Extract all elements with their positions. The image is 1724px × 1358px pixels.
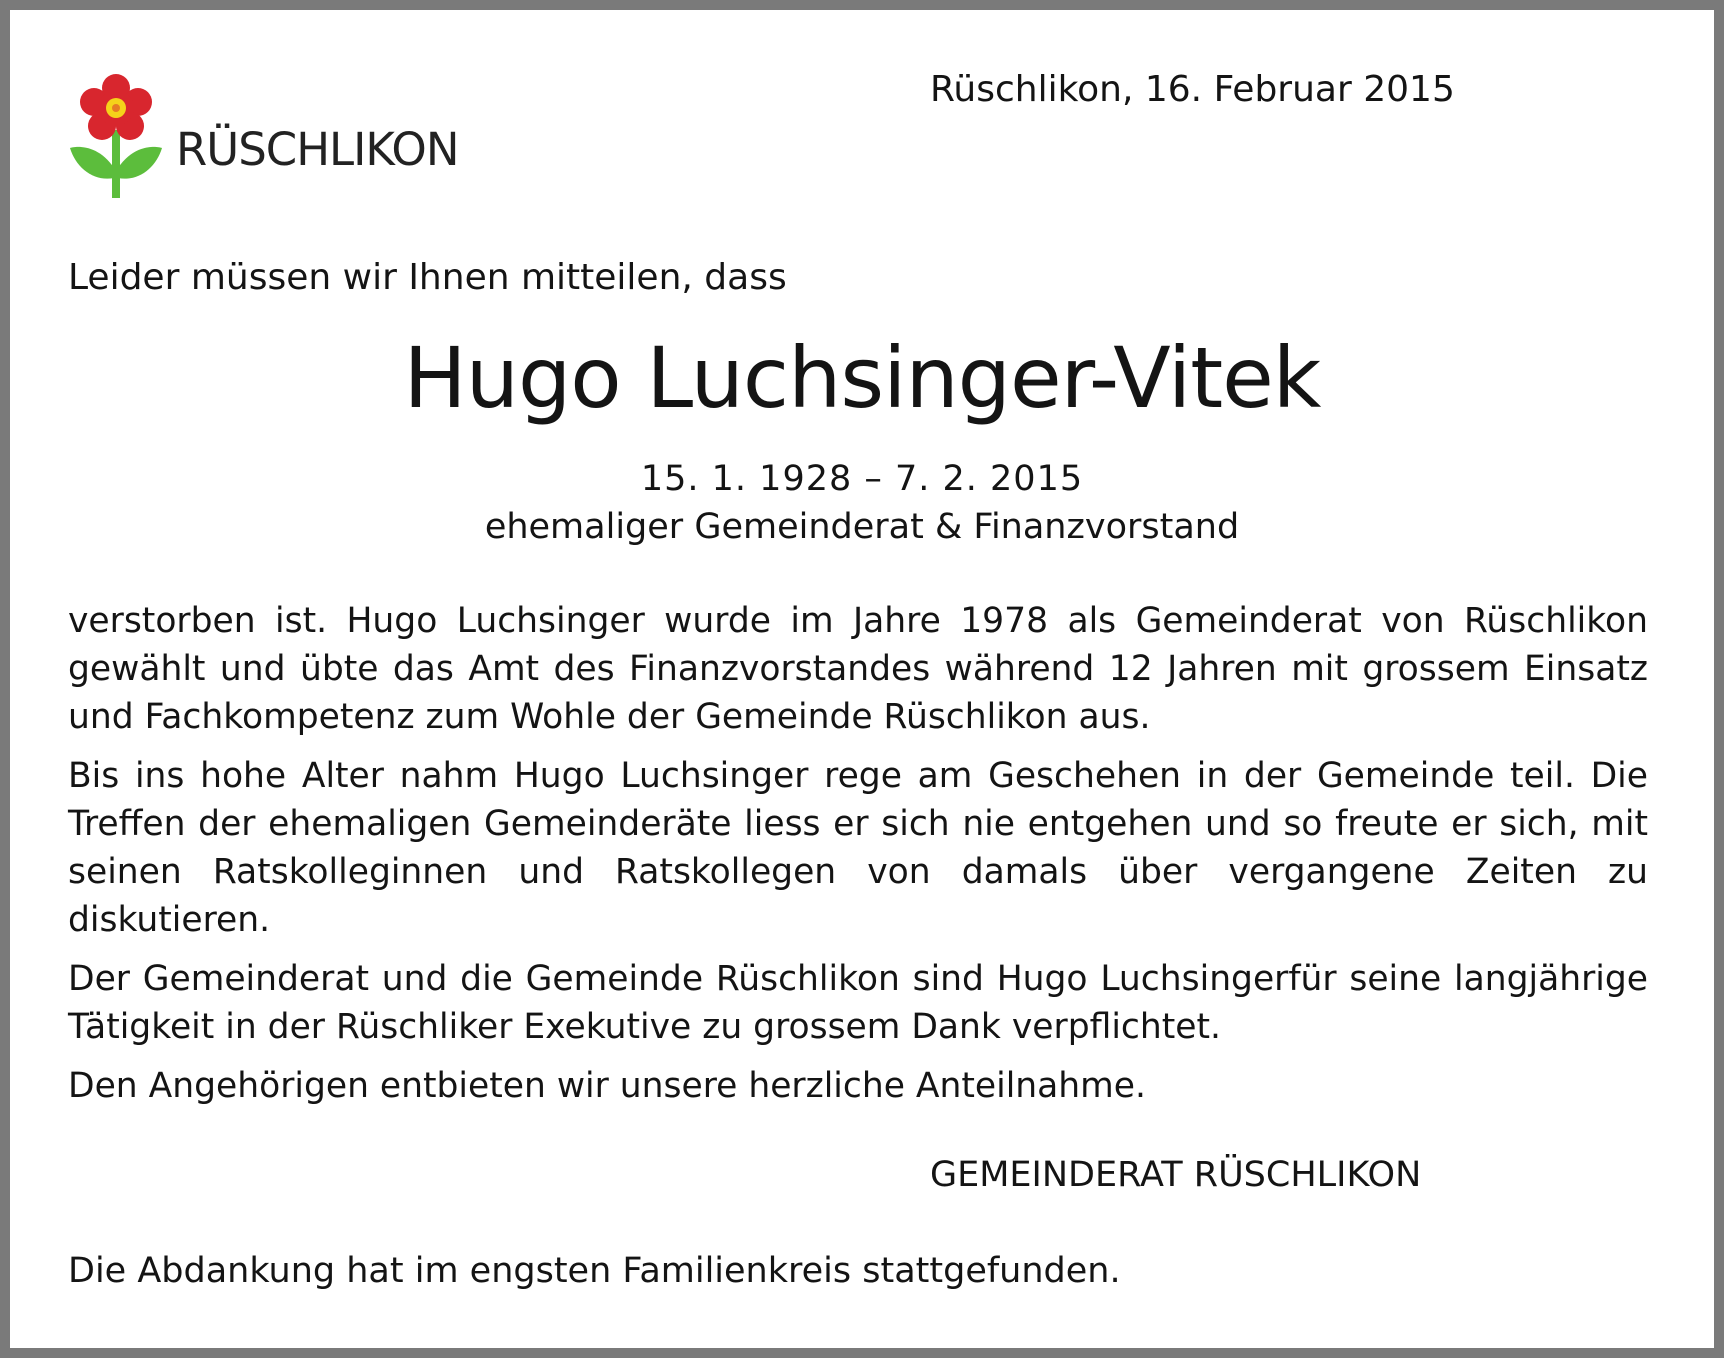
notice-body bbox=[68, 597, 1648, 1121]
body-paragraph: Den Angehörigen entbieten wir unsere herzliche Anteilnahme. bbox=[68, 1066, 1146, 1106]
municipality-logo bbox=[68, 72, 498, 212]
body-paragraph: verstorben ist. Hugo Luchsinger wurde im Jahre 1978 als Gemeinderat von Rüschlikon gewählt und übte das Amt des Finanzvorstandes während 12 Jahren mit grossem Einsatz und Fachkompetenz zum Wohle der Gemeinde Rüschlikon aus. bbox=[68, 601, 1648, 737]
body-paragraph: Bis ins hohe Alter nahm Hugo Luchsinger rege am Geschehen in der Gemeinde teil. Die Treffen der ehemaligen Gemeinderäte liess er sich nie entgehen und so freute er sich, mit seinen Ratskolleginnen und Ratskollegen von damals über vergangene Zeiten zu diskutieren. bbox=[68, 756, 1648, 940]
footer-note: Die Abdankung hat im engsten Familienkreis stattgefunden. bbox=[68, 1251, 1121, 1291]
notice-date: Rüschlikon, 16. Februar 2015 bbox=[930, 69, 1455, 110]
obituary-notice bbox=[10, 10, 1714, 1348]
logo-wordmark: RÜSCHLIKON bbox=[176, 123, 459, 176]
former-role: ehemaliger Gemeinderat & Finanzvorstand bbox=[484, 507, 1240, 547]
signature: GEMEINDERAT RÜSCHLIKON bbox=[930, 1155, 1422, 1195]
deceased-name: Hugo Luchsinger-Vitek bbox=[403, 329, 1321, 427]
rose-icon bbox=[68, 72, 168, 202]
intro-text: Leider müssen wir Ihnen mitteilen, dass bbox=[68, 257, 787, 298]
life-dates: 15. 1. 1928 – 7. 2. 2015 bbox=[640, 459, 1084, 499]
body-paragraph: Der Gemeinderat und die Gemeinde Rüschlikon sind Hugo Luchsingerfür seine langjährige Tätigkeit in der Rüschliker Exekutive zu grossem Dank verpflichtet. bbox=[68, 959, 1648, 1047]
